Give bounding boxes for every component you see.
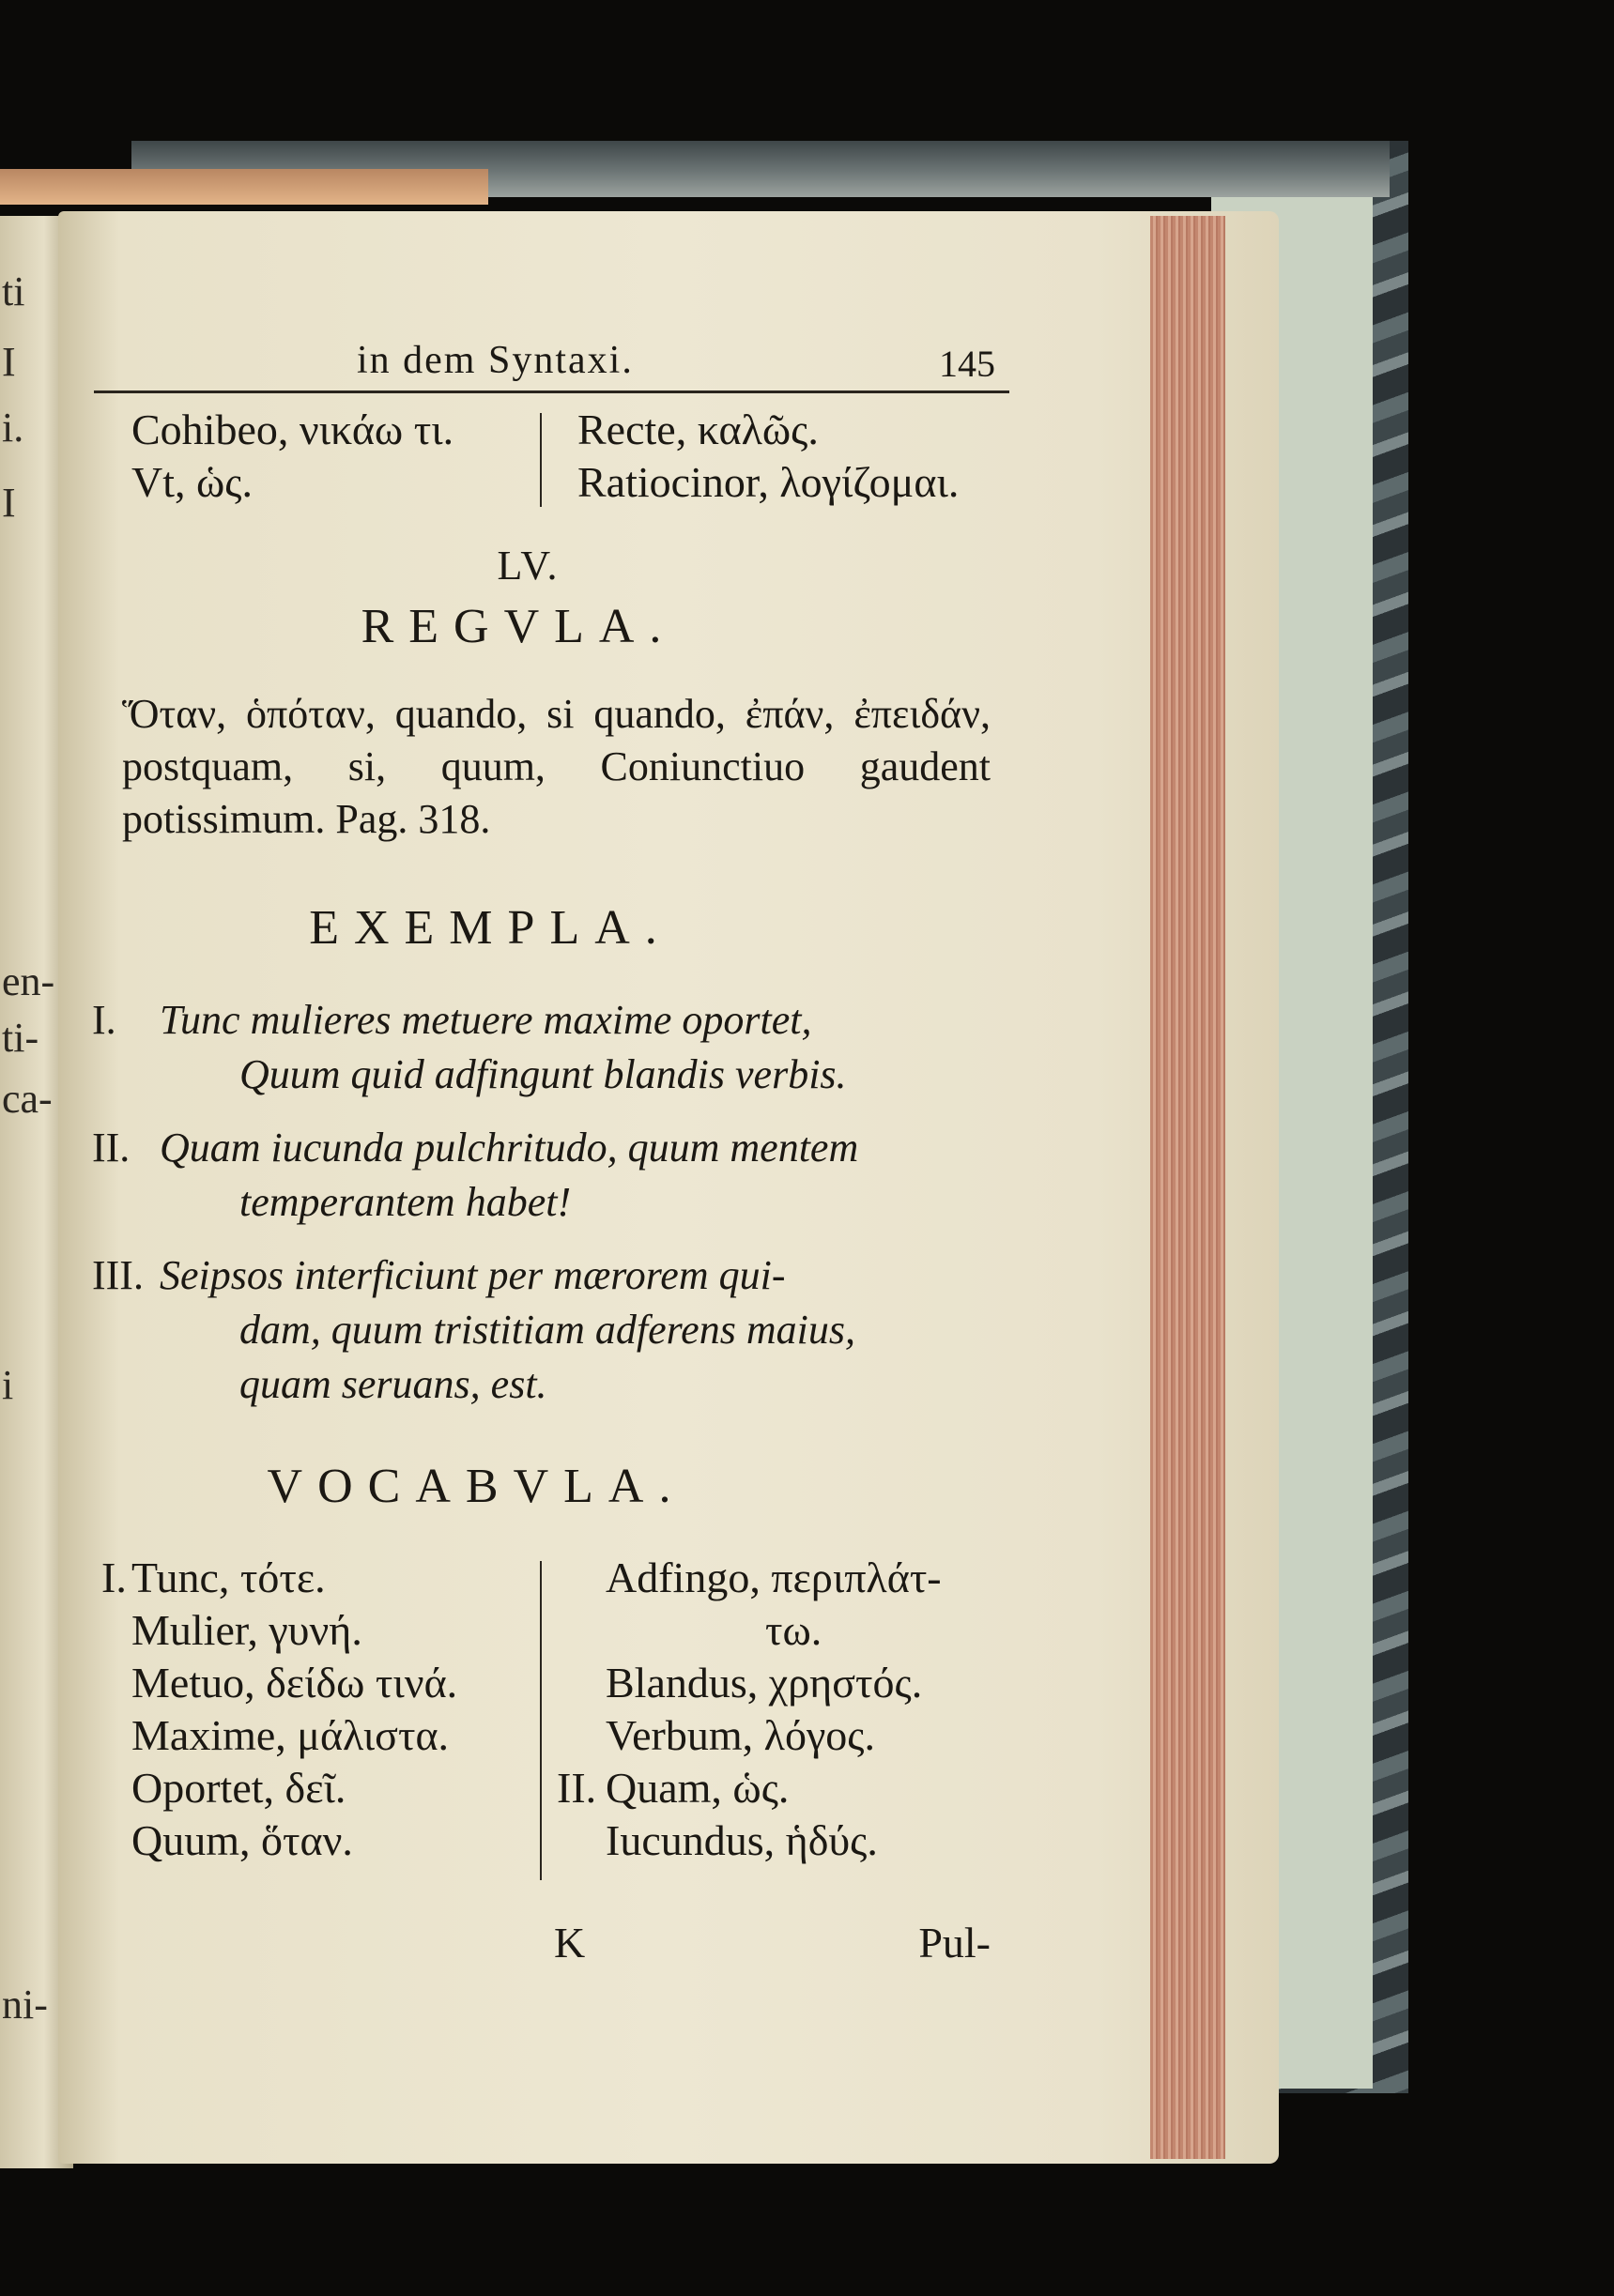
facing-fragment: I (2, 480, 16, 526)
vocab-group-number: I. (101, 1554, 127, 1601)
vocab-entry: Vt, ὡς. (131, 458, 253, 506)
vocab-entry: Quam, ὡς. (606, 1764, 790, 1812)
vocab-entry: Ratiocinor, λογίζομαι. (577, 458, 960, 506)
vocab-entry: Adfingo, περιπλάτ- (606, 1554, 942, 1601)
example-number: III. (92, 1252, 144, 1298)
facing-fragment: i. (2, 405, 24, 451)
rule-text: Ὅταν, ὁπόταν, quando, si quando, ἐπάν, ἐπειδάν, postquam, si, quum, Coniunctiuo gaudent potissimum. Pag. 318. (122, 691, 991, 842)
running-head-title: in dem Syntaxi. (357, 339, 634, 382)
vocab-left (101, 1552, 458, 1867)
example-line: Tunc mulieres metuere maxime oportet, (160, 997, 812, 1043)
column-divider (540, 1561, 542, 1880)
vocab-entry: Mulier, γυνή. (131, 1606, 362, 1654)
vocab-entry: Cohibeo, νικάω τι. (131, 406, 454, 453)
column-divider (540, 413, 542, 507)
facing-fragment: en- (2, 958, 55, 1004)
top-vocab-right (577, 404, 959, 509)
head-rule (94, 390, 1009, 393)
vocab-entry: Metuo, δείδω τινά. (131, 1659, 458, 1707)
vocab-entry: Tunc, τότε. (131, 1554, 326, 1601)
vocab-list (101, 1552, 991, 1880)
examples-list (92, 993, 991, 1412)
vocab-entry: Iucundus, ἡδύς. (606, 1816, 878, 1864)
vocab-title: VOCABVLA. (267, 1460, 686, 1513)
example-line: Quam iucunda pulchritudo, quum mentem (160, 1125, 859, 1171)
vocab-entry: Blandus, χρηστός. (606, 1659, 923, 1707)
page-edges (1150, 216, 1225, 2159)
signature-mark: K (554, 1919, 586, 1967)
example-line: Seipsos interficiunt per mærorem qui- (160, 1252, 786, 1298)
examples-title: EXEMPLA. (309, 901, 672, 955)
vocab-entry: Verbum, λόγος. (606, 1711, 875, 1759)
example-number: II. (92, 1125, 131, 1171)
top-vocab (122, 404, 991, 521)
running-head (122, 338, 995, 390)
facing-fragment: ni- (2, 1982, 48, 2028)
example-line: Quum quid adfingunt blandis verbis. (239, 1051, 847, 1097)
vocab-entry: Quum, ὅταν. (131, 1816, 353, 1864)
vocab-entry: Oportet, δεῖ. (131, 1764, 346, 1812)
spine-strip (0, 169, 488, 205)
vocab-entry: Maxime, μάλιστα. (131, 1711, 450, 1759)
example-line: temperantem habet! (239, 1179, 572, 1225)
vocab-entry: Recte, καλῶς. (577, 406, 819, 453)
facing-fragment: ca- (2, 1076, 53, 1122)
vocab-entry: τω. (765, 1606, 822, 1654)
rule-number: LV. (497, 543, 560, 589)
facing-fragment: i (2, 1362, 14, 1408)
example-line: quam seruans, est. (239, 1361, 547, 1407)
page-footer (122, 1918, 991, 1974)
facing-fragment: ti (2, 268, 25, 314)
facing-fragment: ti- (2, 1015, 39, 1061)
example-line: dam, quum tristitiam adferens maius, (239, 1307, 855, 1353)
page-content (92, 338, 995, 1974)
vocab-entry-row (557, 1762, 942, 1814)
vocab-right (557, 1552, 942, 1867)
example-item (92, 1121, 991, 1230)
page-number: 145 (939, 343, 995, 385)
vocab-group-number: II. (557, 1764, 597, 1812)
example-number: I. (92, 997, 116, 1043)
example-item (92, 1248, 991, 1412)
facing-fragment: I (2, 339, 16, 385)
catchword: Pul- (918, 1919, 991, 1967)
example-item (92, 993, 991, 1102)
top-vocab-left (131, 404, 453, 509)
rule-title: REGVLA. (361, 600, 677, 653)
